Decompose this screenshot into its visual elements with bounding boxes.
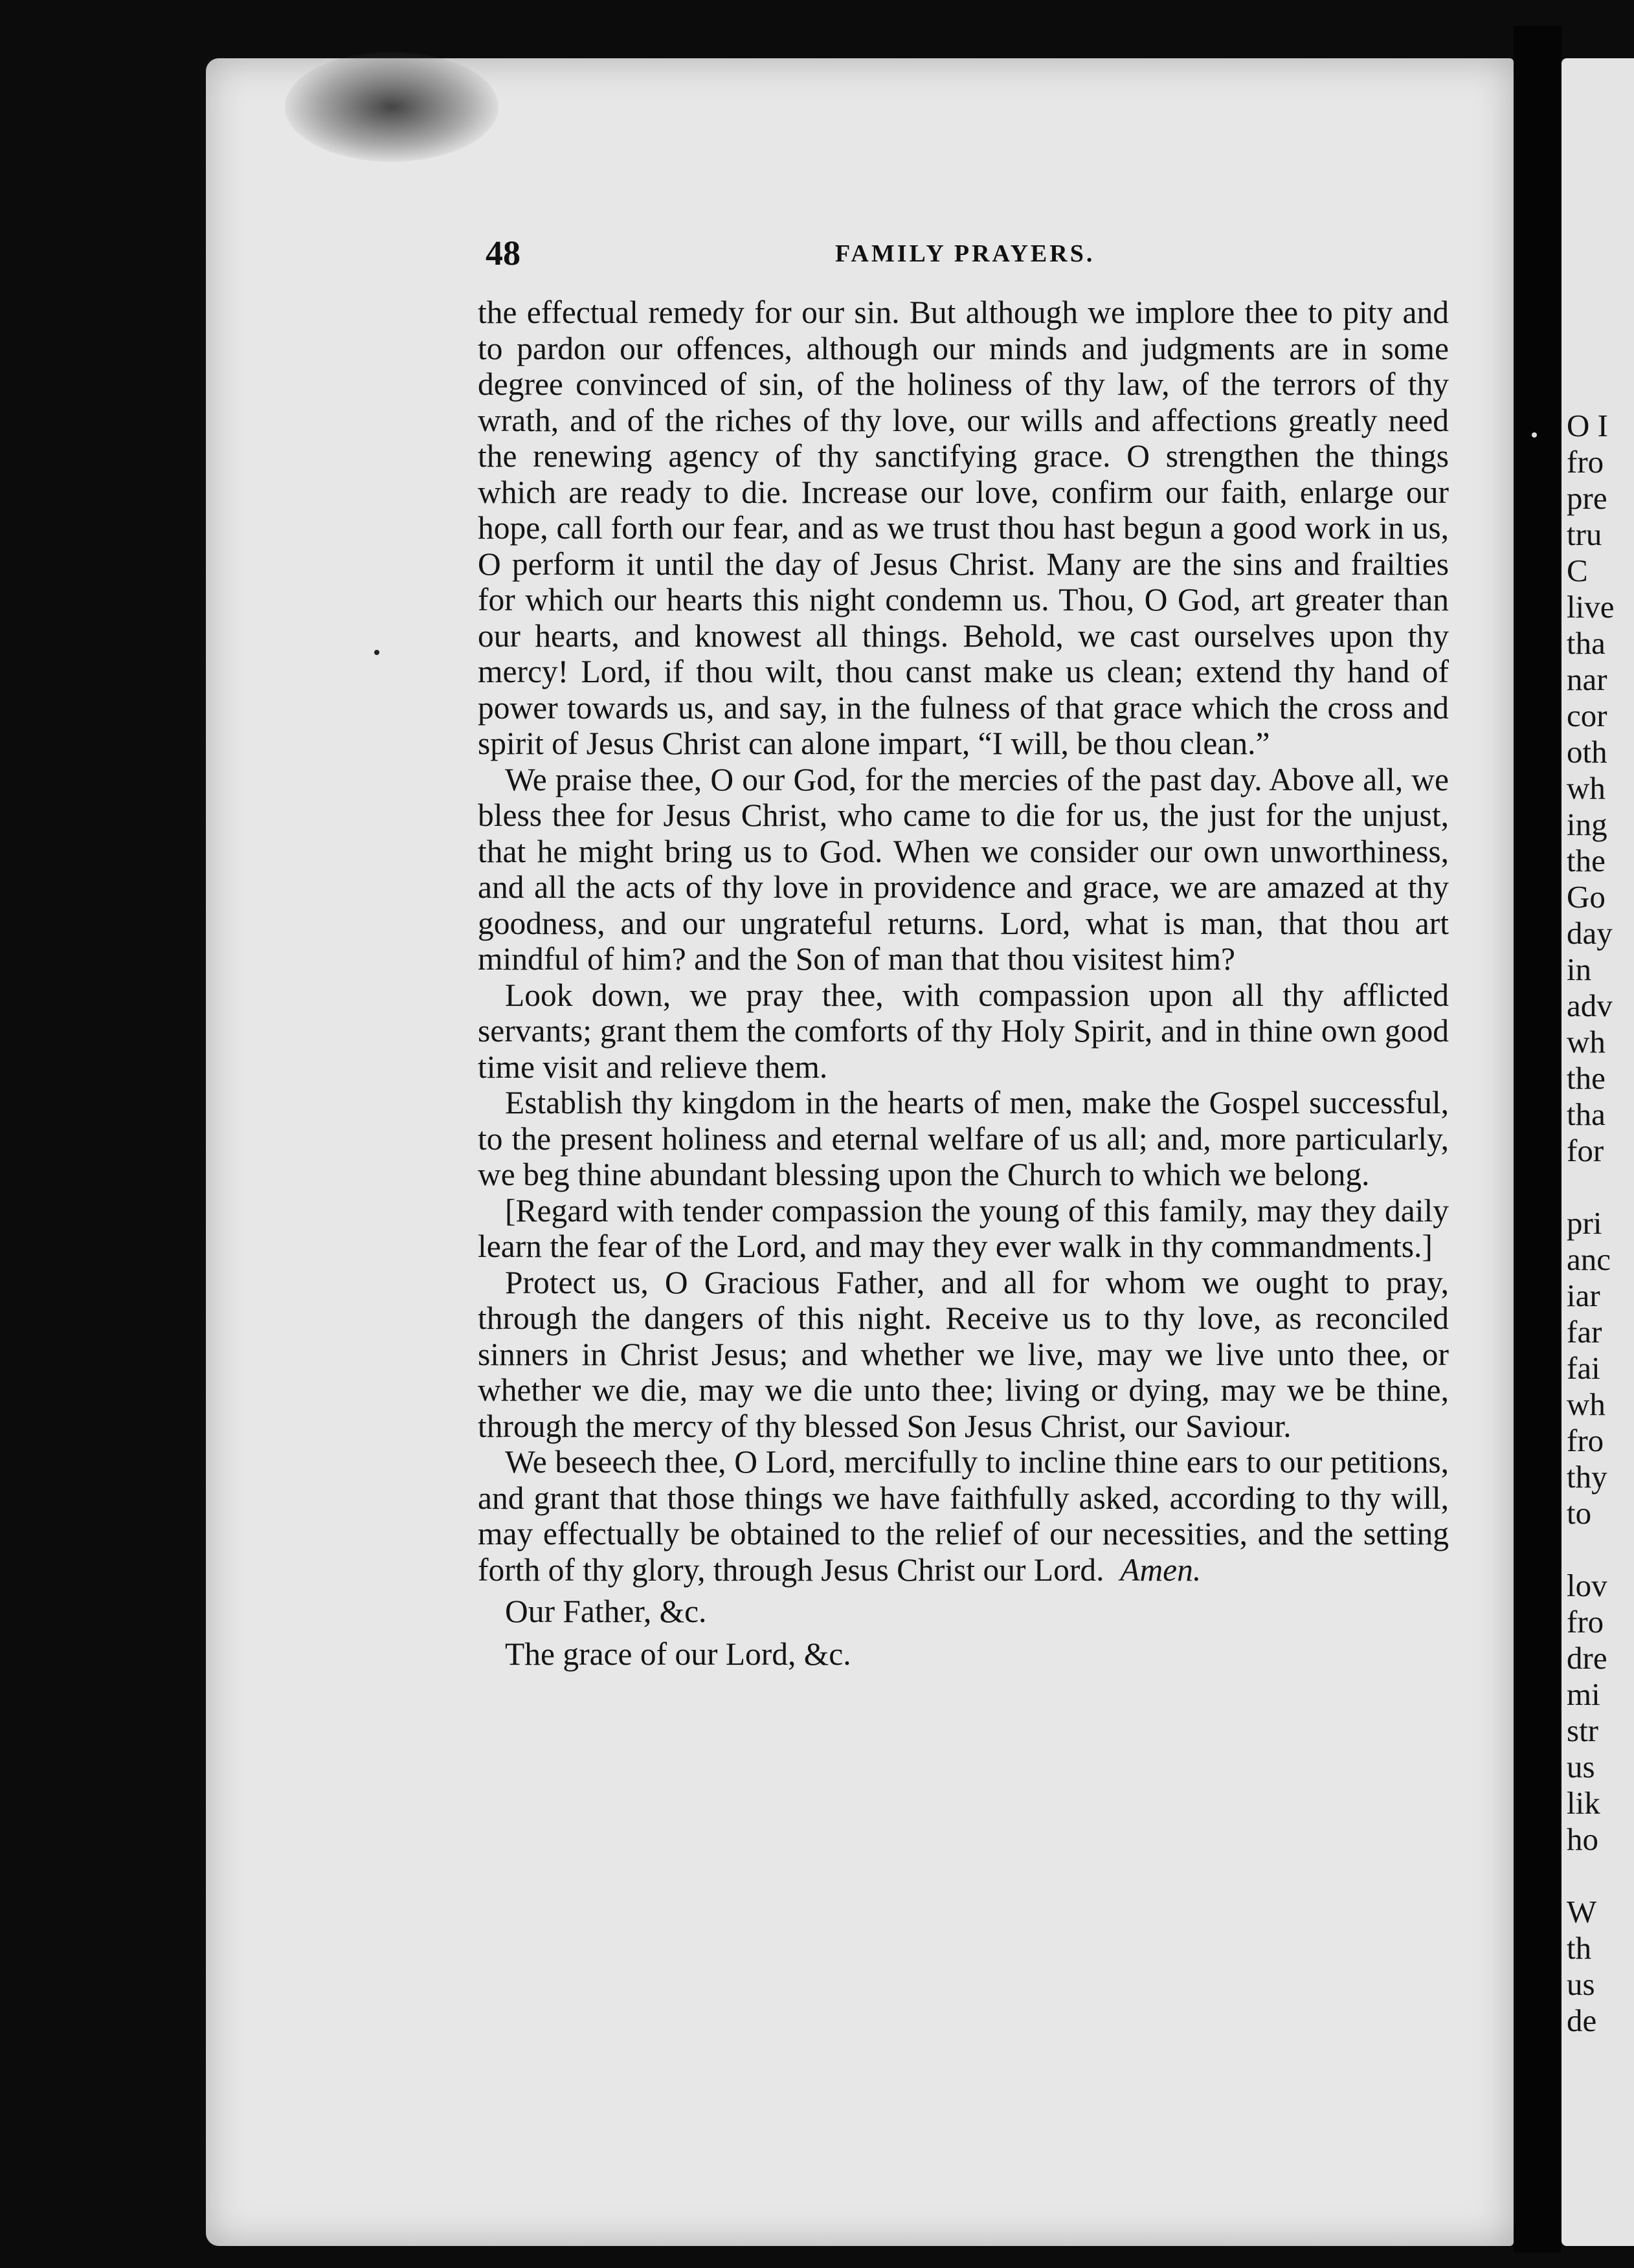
right-page-fragment: live xyxy=(1567,589,1615,625)
right-page-fragment xyxy=(1567,1169,1634,1205)
right-page-fragment: str xyxy=(1567,1713,1598,1748)
right-page-fragment: us xyxy=(1567,1966,1595,2002)
right-page-fragment: ing xyxy=(1567,806,1607,842)
paragraph: [Regard with tender compassion the young of this family, may they daily learn the fear of the Lord, and may they ever walk in thy commandments.] xyxy=(478,1192,1449,1264)
right-page xyxy=(1561,58,1634,2246)
paragraph-final-text: We beseech thee, O Lord, mercifully to incline thine ears to our petitions, and grant that those things we have faithfully asked, according to thy will, may effectually be obtained to the relief of our necessities, and the setting forth of thy glory, through Jesus Christ our Lord. xyxy=(478,1444,1449,1588)
right-page-fragment: oth xyxy=(1567,734,1607,770)
right-page-fragment: tru xyxy=(1567,517,1602,552)
scan-speck xyxy=(1532,432,1537,438)
right-page-fragment: the xyxy=(1567,843,1606,878)
closing-lines xyxy=(478,1590,1449,1676)
closing-line: Our Father, &c. xyxy=(505,1594,707,1629)
prayer-text xyxy=(478,295,1449,1676)
right-page-fragments xyxy=(1567,408,1634,2039)
scan-speck xyxy=(374,650,379,655)
right-page-fragment: adv xyxy=(1567,988,1613,1023)
right-page-fragment: pri xyxy=(1567,1205,1602,1241)
right-page-fragment: ho xyxy=(1567,1821,1598,1857)
right-page-fragment: pre xyxy=(1567,480,1607,516)
paragraph: Look down, we pray thee, with compassion upon all thy afflicted servants; grant them the comforts of thy Holy Spirit, and in thine own good time visit and relieve them. xyxy=(478,977,1449,1085)
running-head xyxy=(486,233,1470,285)
paragraph: Establish thy kingdom in the hearts of men, make the Gospel successful, to the present holiness and eternal welfare of us all; and, more particularly, we beg thine abundant blessing upon the Church to which we belong. xyxy=(478,1085,1449,1192)
right-page-fragment: cor xyxy=(1567,698,1607,733)
right-page-fragment: wh xyxy=(1567,1024,1606,1060)
book-gutter xyxy=(1514,26,1561,2252)
right-page-fragment: for xyxy=(1567,1133,1604,1168)
right-page-fragment: lov xyxy=(1567,1568,1607,1603)
right-page-fragment: in xyxy=(1567,951,1592,987)
right-page-fragment: nar xyxy=(1567,662,1607,697)
right-page-fragment xyxy=(1567,1531,1634,1568)
right-page-fragment: mi xyxy=(1567,1676,1600,1712)
right-page-fragment: Go xyxy=(1567,879,1606,915)
paragraph: Protect us, O Gracious Father, and all for whom we ought to pray, through the dangers of this night. Receive us to thy love, as reconciled sinners in Christ Jesus; and whether we live, may we live unto thee, or whether we die, may we die unto thee; living or dying, may we be thine, through the mercy of thy blessed Son Jesus Christ, our Saviour. xyxy=(478,1264,1449,1444)
right-page-fragment: fai xyxy=(1567,1350,1600,1386)
right-page-fragment: the xyxy=(1567,1060,1606,1096)
right-page-fragment: tha xyxy=(1567,1096,1606,1132)
right-page-fragment: lik xyxy=(1567,1785,1600,1821)
right-page-fragment: day xyxy=(1567,915,1613,951)
right-page-fragment: anc xyxy=(1567,1241,1611,1277)
right-page-fragment xyxy=(1567,1858,1634,1894)
right-page-fragment: fro xyxy=(1567,1423,1604,1458)
paragraph-final xyxy=(478,1444,1449,1588)
right-page-fragment: wh xyxy=(1567,770,1606,806)
scan-shadow xyxy=(285,52,498,162)
paragraph: the effectual remedy for our sin. But although we implore thee to pity and to pardon our offences, although our minds and judgments are in some degree convinced of sin, of the holiness of thy law, of the terrors of thy wrath, and of the riches of thy love, our wills and affections greatly need the renewing agency of thy sanctifying grace. O strengthen the things which are ready to die. Increase our love, confirm our faith, enlarge our hope, call forth our fear, and as we trust thou hast begun a good work in us, O perform it until the day of Jesus Christ. Many are the sins and frailties for which our hearts this night condemn us. Thou, O God, art greater than our hearts, and knowest all things. Behold, we cast ourselves upon thy mercy! Lord, if thou wilt, thou canst make us clean; extend thy hand of power towards us, and say, in the fulness of that grace which the cross and spirit of Jesus Christ can alone impart, “I will, be thou clean.” xyxy=(478,295,1449,761)
right-page-fragment: O I xyxy=(1567,408,1608,443)
right-page-fragment: fro xyxy=(1567,444,1604,480)
right-page-fragment: iar xyxy=(1567,1278,1600,1313)
right-page-fragment: fro xyxy=(1567,1604,1604,1640)
right-page-fragment: tha xyxy=(1567,625,1606,661)
paragraph: We praise thee, O our God, for the mercies of the past day. Above all, we bless thee for Jesus Christ, who came to die for us, the just for the unjust, that he might bring us to God. When we consider our own unworthiness, and all the acts of thy love in providence and grace, we are amazed at thy goodness, and our ungrateful returns. Lord, what is man, that thou art mindful of him? and the Son of man that thou visitest him? xyxy=(478,761,1449,977)
right-page-fragment: th xyxy=(1567,1930,1592,1966)
page-number: 48 xyxy=(486,234,520,272)
right-page-fragment: us xyxy=(1567,1749,1595,1784)
right-page-fragment: C xyxy=(1567,553,1588,588)
right-page-fragment: wh xyxy=(1567,1386,1606,1422)
amen-text: Amen. xyxy=(1120,1551,1202,1588)
closing-line: The grace of our Lord, &c. xyxy=(505,1636,851,1672)
page-title: FAMILY PRAYERS. xyxy=(835,240,1095,267)
right-page-fragment: dre xyxy=(1567,1640,1607,1676)
right-page-fragment: de xyxy=(1567,2003,1597,2038)
right-page-fragment: W xyxy=(1567,1894,1597,1929)
right-page-fragment: thy xyxy=(1567,1459,1607,1495)
right-page-fragment: far xyxy=(1567,1314,1602,1350)
right-page-fragment: to xyxy=(1567,1495,1592,1531)
